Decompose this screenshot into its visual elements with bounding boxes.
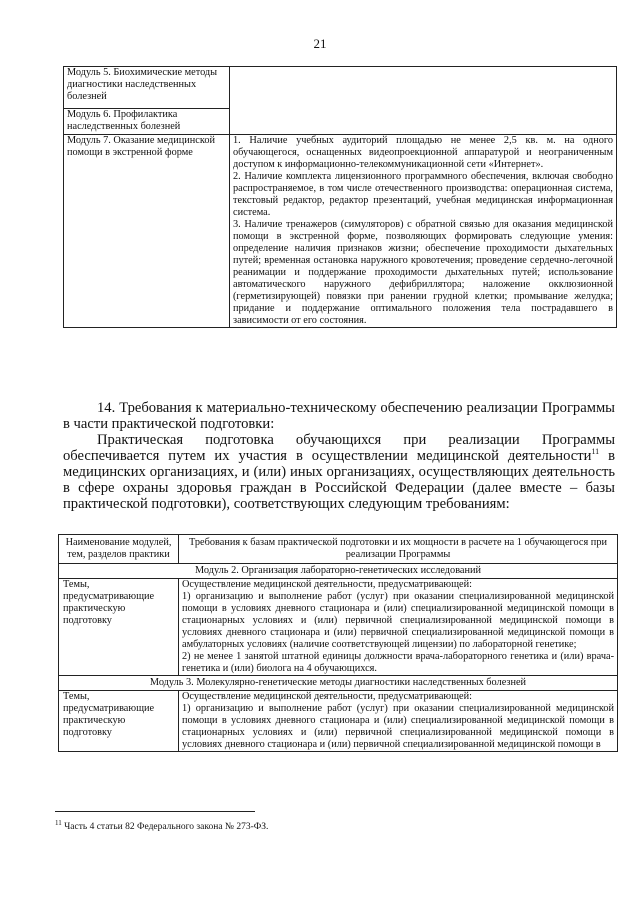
column-header: Требования к базам практической подготовки и их мощности в расчете на 1 обучающегося при реализации Программы [179,535,618,564]
table-row [59,691,618,752]
practice-bases-table [58,534,618,752]
table-header-row [59,535,618,564]
column-header: Наименование модулей, тем, разделов практики [59,535,179,564]
module-title-row [59,676,618,691]
footnote-separator [55,811,255,812]
module-title-row [59,564,618,579]
requirement-line: 2) не менее 1 занятой штатной единицы должности врача-лабораторного генетика и (или) врача-генетика и (или) биолога на 4 обучающихся. [182,651,614,674]
page-number: 21 [313,36,327,51]
footnote-ref: 11 [591,447,600,457]
modules-requirements-table [63,66,617,328]
section-heading: 14. Требования к материально-техническому обеспечению реализации Программы в части практической подготовки: [63,400,615,432]
requirements-cell [179,691,618,752]
requirements-cell [230,67,617,135]
requirements-cell [179,579,618,676]
requirement-line: 1) организацию и выполнение работ (услуг) при оказании специализированной медицинской помощи в условиях дневного стационара и (или) специализированной медицинской помощи в стационарных условиях и (или) первичной специализированной медицинской помощи в условиях дневного стационара и (или) первичной специализированной медицинской помощи в [182,703,614,750]
requirement-item: 1. Наличие учебных аудиторий площадью не менее 2,5 кв. м. на одного обучающегося, оснащенных видеопроекционной аппаратурой и неограниченным доступом к информационно-телекоммуникационной сети «Интернет». [233,135,613,170]
requirement-item: 2. Наличие комплекта лицензионного программного обеспечения, включая свободно распространяемое, в том числе отечественного производства: операционная система, текстовый редактор, редактор презентаций, учебная медицинская информационная система. [233,171,613,218]
module-cell: Модуль 5. Биохимические методы диагностики наследственных болезней [64,67,230,109]
requirement-line: Осуществление медицинской деятельности, предусматривающей: [182,579,472,590]
footnote [55,818,269,832]
module-title: Модуль 2. Организация лабораторно-генетических исследований [59,564,618,579]
topic-cell: Темы, предусматривающие практическую подготовку [59,579,179,676]
requirements-cell [230,135,617,328]
table-row [64,135,617,328]
table-row [59,579,618,676]
module-cell: Модуль 7. Оказание медицинской помощи в экстренной форме [64,135,230,328]
requirement-line: 1) организацию и выполнение работ (услуг) при оказании специализированной медицинской помощи в условиях дневного стационара и (или) специализированной медицинской помощи в стационарных условиях и (или) первичной специализированной медицинской помощи в условиях дневного стационара и (или) первичной специализированной медицинской помощи в амбулаторных условиях (наличие соответствующей лицензии) по лабораторной генетике; [182,591,614,650]
section-paragraph: Практическая подготовка обучающихся при реализации Программы обеспечивается путем их участия в осуществлении медицинской деятельности$^{11}$ в медицинских организациях, и (или) иных организациях, осуществляющих деятельность в сфере охраны здоровья граждан в Российской Федерации (далее вместе – базы практической подготовки), соответствующих следующим требованиям: [63,432,615,512]
requirement-item: 3. Наличие тренажеров (симуляторов) с обратной связью для оказания медицинской помощи в экстренной форме, позволяющих формировать следующие умения: определение наличия признаков жизни; обеспечение проходимости дыхательных путей; временная остановка наружного кровотечения; проведение сердечно-легочной реанимации и поддержание проходимости дыхательных путей; использование автоматического наружного дефибриллятора; наложение окклюзионной (герметизирующей) повязки при ранении грудной клетки; промывание желудка; придание и поддержание оптимального положения тела пострадавшего в зависимости от его состояния. [233,219,613,326]
module-cell: Модуль 6. Профилактика наследственных болезней [64,109,230,135]
footnote-text: Часть 4 статьи 82 Федерального закона № 273-ФЗ. [61,822,269,832]
module-title: Модуль 3. Молекулярно-генетические методы диагностики наследственных болезней [59,676,618,691]
footnote-mark: 11 [55,818,62,827]
table-row [64,67,617,109]
topic-cell: Темы, предусматривающие практическую подготовку [59,691,179,752]
requirement-line: Осуществление медицинской деятельности, предусматривающей: [182,691,472,702]
section-14 [63,400,615,512]
